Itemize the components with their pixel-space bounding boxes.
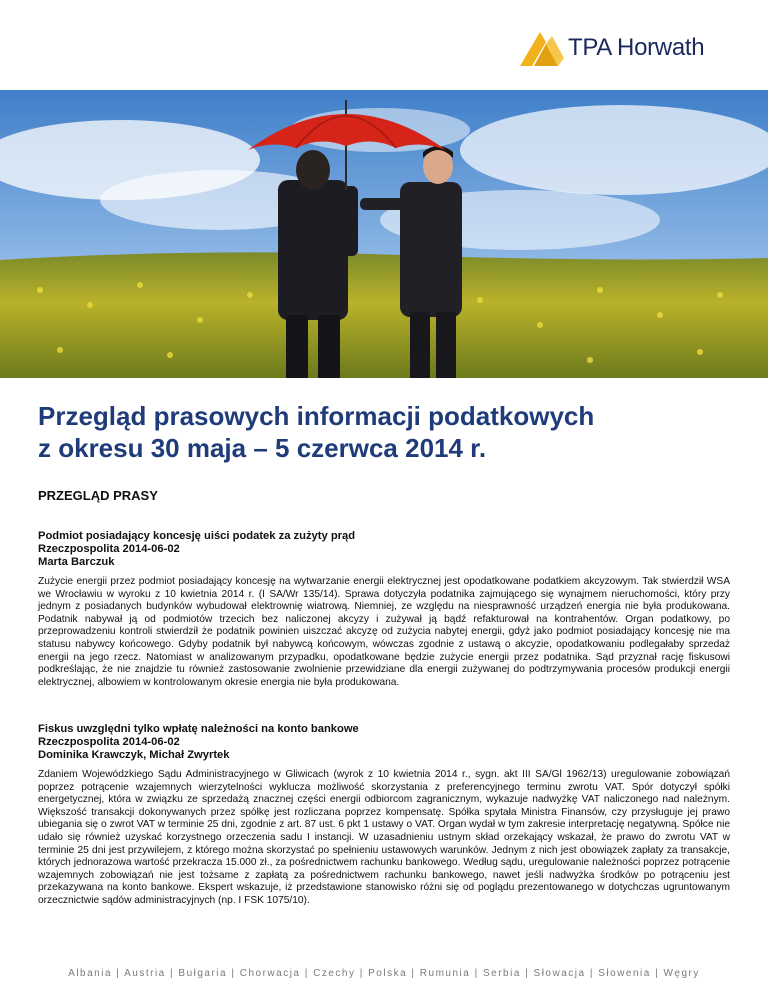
article-headline: Podmiot posiadający koncesję uiści podatek za zużyty prąd (38, 530, 356, 542)
article-source: Rzeczpospolita 2014-06-02 (38, 543, 180, 555)
logo-peak-icon (518, 28, 566, 68)
article-body: Zużycie energii przez podmiot posiadający koncesję na wytwarzanie energii elektrycznej jest opodatkowane podatkiem akcyzowym. Tak stwierdził WSA we Wrocławiu w wyroku z 10 kwietnia 2014 r. (I SA/Wr 135/14). Sprawa dotyczyła podatnika zajmującego się wynajmem nieruchomości, który przy jednym z posiadanych budynków wybudował elektrownię wiatrową. Niemniej, ze względu na niesprawność urządzeń energia nie była produkowana. Podatnik nabywał ją od podmiotów trzecich bez naliczonej akcyzy i zużywał ją bądź refakturował na kontrahentów. Organ podatkowy, po przeprowadzeniu kontroli stwierdził że podatnik powinien uiszczać akcyzę od zużycia nabytej energii, gdyż jako podmiot posiadający koncesję nie ma statusu nabywcy końcowego. Gdyby podatnik był nabywcą końcowym, wówczas zgodnie z ustawą o akcyzie, opodatkowaniu podlegałaby sprzedaż energii na jego rzecz. Natomiast w analizowanym przypadku, opodatkowane będzie zużycie energii przez podatnika. Sąd przyznał rację fiskusowi podkreślając, że nie znajdzie tu również zastosowanie zwolnienie przewidziane dla energii zużywanej do podtrzymywania procesów produkcji energii elektrycznej, albowiem w kontrolowanym okresie energia nie była produkowana. (38, 576, 730, 688)
logo-text: TPA Horwath (568, 34, 705, 61)
section-label: PRZEGLĄD PRASY (38, 488, 158, 503)
title-line-2: z okresu 30 maja – 5 czerwca 2014 r. (38, 433, 487, 463)
article-headline: Fiskus uwzględni tylko wpłatę należności na konto bankowe (38, 723, 359, 735)
title-line-1: Przegląd prasowych informacji podatkowych (38, 401, 595, 431)
article (38, 530, 730, 689)
article-author: Dominika Krawczyk, Michał Zwyrtek (38, 749, 230, 761)
article (38, 723, 730, 908)
article-body: Zdaniem Wojewódzkiego Sądu Administracyjnego w Gliwicach (wyrok z 10 kwietnia 2014 r., sygn. akt III SA/Gl 1962/13) uregulowanie zobowiązań poprzez potrącenie wzajemnych wierzytelności wyklucza możliwość skorzystania z preferencyjnego terminu zwrotu VAT. Spór dotyczył spółki energetycznej, która w związku ze sprzedażą znacznej części energii odbiorcom zagranicznym, wykazuje nadwyżkę VAT naliczonego nad należnym. Większość transakcji dokonywanych przez spółkę jest rozliczana poprzez kompensatę. Spółka spytała Ministra Finansów, czy przysługuje jej prawo ubiegania się o zwrot VAT w terminie 25 dni, zgodnie z art. 87 ust. 6 pkt 1 ustawy o VAT. Organ wydał w tym zakresie interpretację negatywną. Spółce nie udało się również uzyskać korzystnego orzeczenia sadu I instancji. W uzasadnieniu ustnym skład orzekający wskazał, że prawo do zwrotu VAT w terminie 25 dni jest przywilejem, z którego można skorzystać po spełnieniu ustawowych warunków. Jednym z nich jest obowiązek zapłaty za transakcje, których jednorazowa wartość przekracza 15.000 zł., za pośrednictwem rachunku bankowego. Według sądu, uregulowanie należności poprzez potrącenie wzajemnych zobowiązań nie jest tożsame z zapłatą za pośrednictwem rachunku bankowego, nawet jeśli nadwyżka środków po potrąceniu jest przekazywana na konto bankowe. Ekspert wskazuje, iż przedstawione stanowisko różni się od poglądu prezentowanego w dotychczas ugruntowanym orzecznictwie sądów administracyjnych (np. I FSK 1075/10). (38, 769, 730, 906)
tpa-horwath-logo (518, 28, 718, 72)
page-title (38, 400, 738, 464)
hero-image (0, 90, 768, 378)
footer-countries: Albania | Austria | Bułgaria | Chorwacja | Czechy | Polska | Rumunia | Serbia | Słowacja | Słowenia | Węgry (68, 968, 700, 979)
article-source: Rzeczpospolita 2014-06-02 (38, 736, 180, 748)
article-author: Marta Barczuk (38, 556, 115, 568)
